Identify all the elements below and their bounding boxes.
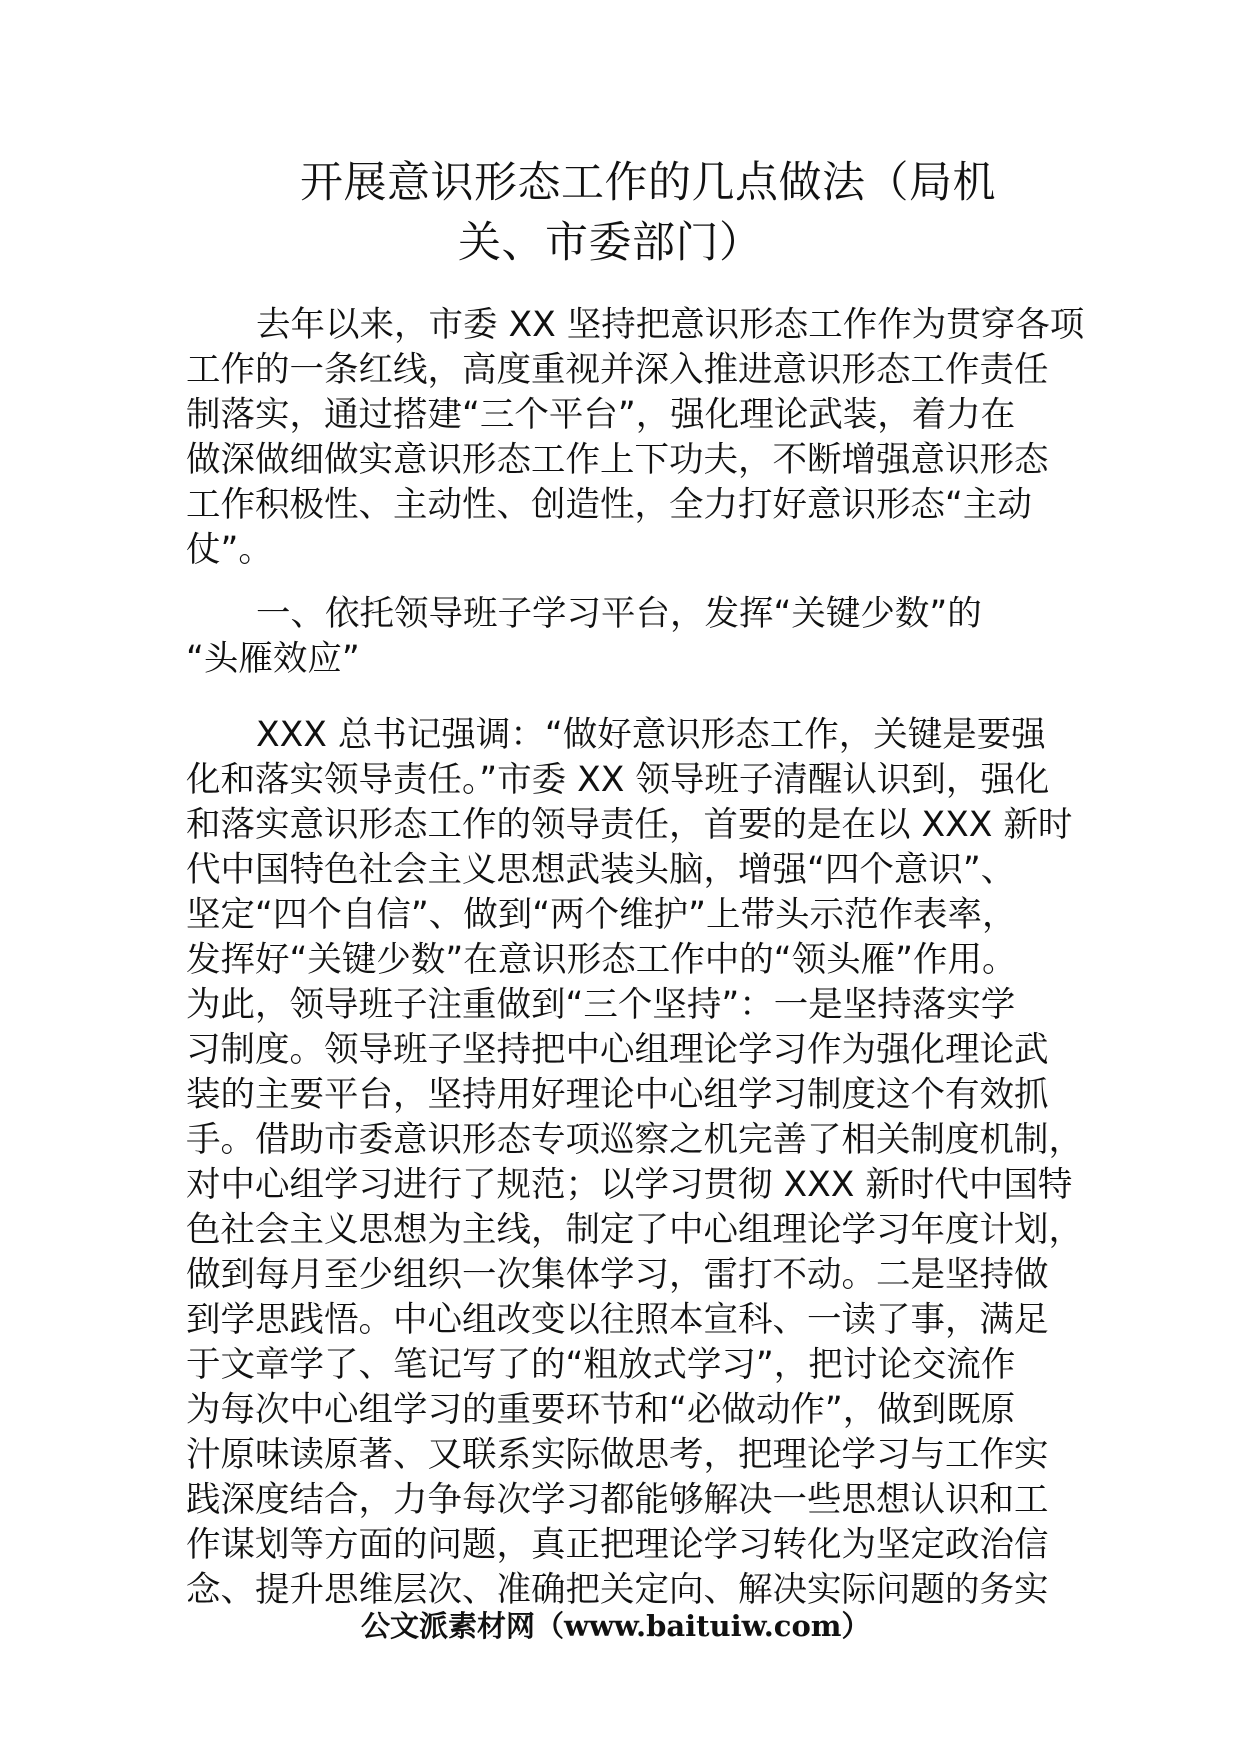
paragraph-line: 坚定“四个自信”、做到“两个维护”上带头示范作表率， — [186, 895, 1017, 935]
paragraph-line: 做到每月至少组织一次集体学习，雷打不动。二是坚持做 — [186, 1255, 1049, 1295]
paragraph-line: 做深做细做实意识形态工作上下功夫，不断增强意识形态 — [186, 440, 1049, 480]
paragraph-line: 装的主要平台，坚持用好理论中心组学习制度这个有效抓 — [186, 1075, 1049, 1115]
paragraph-line: 念、提升思维层次、准确把关定向、解决实际问题的务实 — [186, 1570, 1049, 1610]
paragraph-line: 践深度结合，力争每次学习都能够解决一些思想认识和工 — [186, 1480, 1049, 1520]
paragraph-line: 为每次中心组学习的重要环节和“必做动作”，做到既原 — [186, 1390, 1016, 1430]
paragraph-line: 色社会主义思想为主线，制定了中心组理论学习年度计划， — [186, 1210, 1083, 1250]
section-heading — [186, 592, 1056, 682]
paragraph-line: 汁原味读原著、又联系实际做思考，把理论学习与工作实 — [186, 1435, 1049, 1475]
paragraph-line: 对中心组学习进行了规范；以学习贯彻 XXX 新时代中国特 — [186, 1165, 1073, 1205]
section-paragraph — [186, 713, 1083, 1613]
paragraph-line: 工作积极性、主动性、创造性，全力打好意识形态“主动 — [186, 485, 1032, 525]
paragraph-line: 手。借助市委意识形态专项巡察之机完善了相关制度机制， — [186, 1120, 1083, 1160]
paragraph-line: 去年以来，市委 XX 坚持把意识形态工作作为贯穿各项 — [256, 305, 1085, 345]
paragraph-line: XXX 总书记强调：“做好意识形态工作，关键是要强 — [256, 715, 1046, 755]
paragraph-line: 到学思践悟。中心组改变以往照本宣科、一读了事，满足 — [186, 1300, 1049, 1340]
paragraph-line: 作谋划等方面的问题，真正把理论学习转化为坚定政治信 — [186, 1525, 1049, 1565]
intro-paragraph — [186, 303, 1085, 573]
footer-watermark: 公文派素材网（www.baituiw.com） — [361, 1609, 871, 1643]
paragraph-line: 工作的一条红线，高度重视并深入推进意识形态工作责任 — [186, 350, 1049, 390]
paragraph-line: 习制度。领导班子坚持把中心组理论学习作为强化理论武 — [186, 1030, 1049, 1070]
heading-line: 一、依托领导班子学习平台，发挥“关键少数”的 — [256, 594, 982, 634]
document-title-line-2: 关、市委部门） — [458, 218, 763, 268]
paragraph-line: 化和落实领导责任。”市委 XX 领导班子清醒认识到，强化 — [186, 760, 1050, 800]
paragraph-line: 发挥好“关键少数”在意识形态工作中的“领头雁”作用。 — [186, 940, 1017, 980]
paragraph-line: 为此，领导班子注重做到“三个坚持”：一是坚持落实学 — [186, 985, 1016, 1025]
paragraph-line: 于文章学了、笔记写了的“粗放式学习”，把讨论交流作 — [186, 1345, 1016, 1385]
paragraph-line: 和落实意识形态工作的领导责任，首要的是在以 XXX 新时 — [186, 805, 1073, 845]
paragraph-line: 代中国特色社会主义思想武装头脑，增强“四个意识”、 — [186, 850, 1016, 890]
paragraph-line: 制落实，通过搭建“三个平台”，强化理论武装，着力在 — [186, 395, 1016, 435]
paragraph-line: 仗”。 — [186, 530, 273, 570]
document-title-line-1: 开展意识形态工作的几点做法（局机 — [300, 158, 996, 208]
heading-line: “头雁效应” — [186, 639, 360, 679]
